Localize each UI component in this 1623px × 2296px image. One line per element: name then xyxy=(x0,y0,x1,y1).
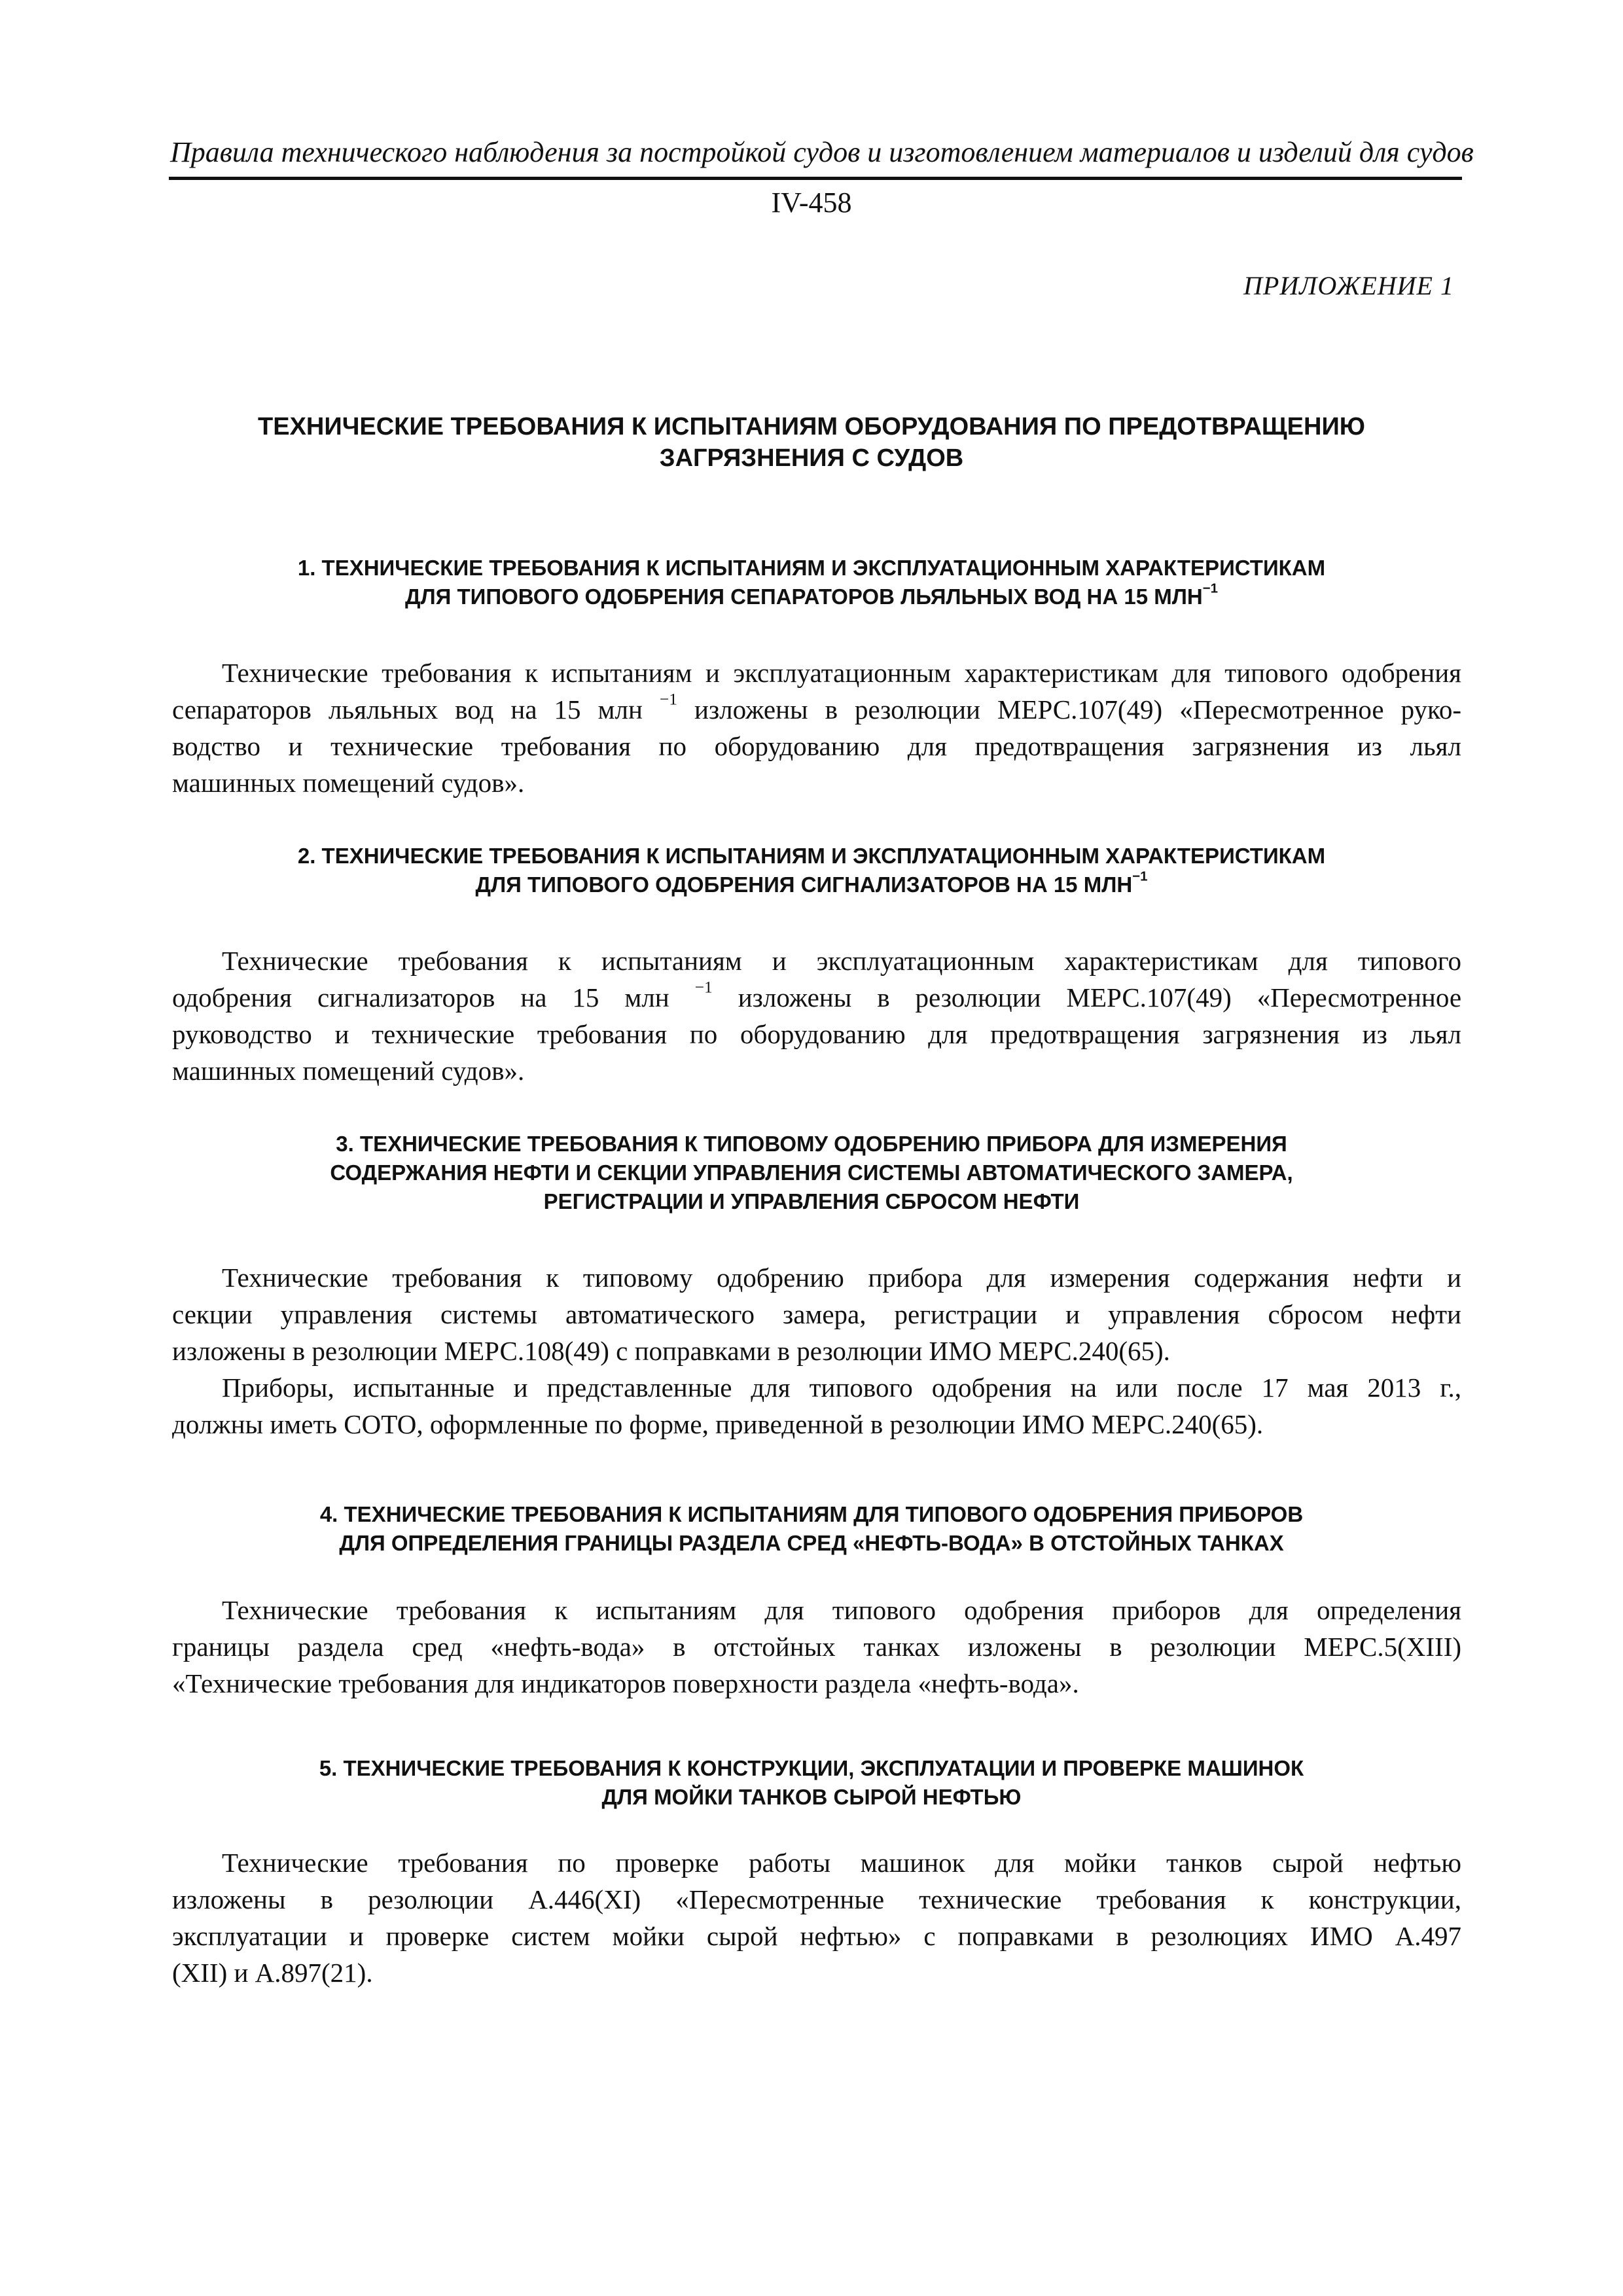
paragraph-line: изложены в резолюции А.446(XI) «Пересмотренные технические требования к конструкции, xyxy=(172,1884,1461,1914)
section-1-paragraph xyxy=(172,655,1461,801)
section-2-paragraph xyxy=(172,942,1461,1089)
paragraph-line xyxy=(172,691,1461,728)
section-title-line: 5. ТЕХНИЧЕСКИЕ ТРЕБОВАНИЯ К КОНСТРУКЦИИ, ЭКСПЛУАТАЦИИ И ПРОВЕРКЕ МАШИНОК xyxy=(319,1756,1304,1780)
main-title-line: ТЕХНИЧЕСКИЕ ТРЕБОВАНИЯ К ИСПЫТАНИЯМ ОБОРУДОВАНИЯ ПО ПРЕДОТВРАЩЕНИЮ xyxy=(258,413,1365,440)
unit-exponent: −1 xyxy=(694,978,713,997)
paragraph-line: Технические требования к испытаниям для типового одобрения приборов для определения xyxy=(222,1595,1461,1625)
section-title-line: 2. ТЕХНИЧЕСКИЕ ТРЕБОВАНИЯ К ИСПЫТАНИЯМ И ЭКСПЛУАТАЦИОННЫМ ХАРАКТЕРИСТИКАМ xyxy=(297,844,1326,868)
paragraph-line: машинных помещений судов». xyxy=(172,1056,525,1086)
paragraph-line: границы раздела сред «нефть-вода» в отстойных танках изложены в резолюции МЕРС.5(XIII) xyxy=(172,1632,1461,1662)
section-4-title xyxy=(170,1500,1453,1558)
paragraph-line: руководство и технические требования по оборудованию для предотвращения загрязнения из льял xyxy=(172,1019,1461,1049)
paragraph-line: Технические требования к типовому одобрению прибора для измерения содержания нефти и xyxy=(222,1263,1461,1293)
paragraph-line: водство и технические требования по оборудованию для предотвращения загрязнения из льял xyxy=(172,731,1461,761)
paragraph-text: одобрения сигнализаторов на 15 млн xyxy=(172,982,669,1013)
section-3-paragraph xyxy=(172,1259,1461,1443)
paragraph-line: Технические требования к испытаниям и эксплуатационным характеристикам для типового одобрения xyxy=(222,658,1461,688)
unit-exponent: −1 xyxy=(659,690,677,709)
paragraph-line: машинных помещений судов». xyxy=(172,768,525,798)
paragraph-line: секции управления системы автоматического замера, регистрации и управления сбросом нефти xyxy=(172,1299,1461,1329)
main-title-line: ЗАГРЯЗНЕНИЯ С СУДОВ xyxy=(659,444,964,472)
section-title-line: РЕГИСТРАЦИИ И УПРАВЛЕНИЯ СБРОСОМ НЕФТИ xyxy=(543,1189,1080,1213)
section-title-line: 1. ТЕХНИЧЕСКИЕ ТРЕБОВАНИЯ К ИСПЫТАНИЯМ И ЭКСПЛУАТАЦИОННЫМ ХАРАКТЕРИСТИКАМ xyxy=(297,556,1326,580)
paragraph-line: «Технические требования для индикаторов поверхности раздела «нефть-вода». xyxy=(172,1668,1079,1698)
page-number: IV-458 xyxy=(771,187,852,219)
section-title-text: ДЛЯ ТИПОВОГО ОДОБРЕНИЯ СИГНАЛИЗАТОРОВ НА 15 МЛН xyxy=(475,872,1133,897)
paragraph-line: должны иметь СОТО, оформленные по форме, приведенной в резолюции ИМО МЕРС.240(65). xyxy=(172,1409,1264,1439)
unit-exponent: −1 xyxy=(1132,869,1148,884)
paragraph-text: изложены в резолюции МЕРС.107(49) «Пересмотренное xyxy=(738,982,1462,1013)
paragraph-line: (XII) и А.897(21). xyxy=(172,1958,373,1988)
section-5-paragraph xyxy=(172,1844,1461,1991)
section-title-line: ДЛЯ МОЙКИ ТАНКОВ СЫРОЙ НЕФТЬЮ xyxy=(601,1785,1022,1809)
main-title xyxy=(170,411,1453,474)
section-5-title xyxy=(170,1754,1453,1812)
section-title-line: 4. ТЕХНИЧЕСКИЕ ТРЕБОВАНИЯ К ИСПЫТАНИЯМ ДЛЯ ТИПОВОГО ОДОБРЕНИЯ ПРИБОРОВ xyxy=(319,1502,1304,1526)
paragraph-text: изложены в резолюции МЕРС.107(49) «Пересмотренное руко- xyxy=(694,694,1462,725)
paragraph-line: Технические требования к испытаниям и эксплуатационным характеристикам для типового xyxy=(222,946,1461,976)
paragraph-line: Приборы, испытанные и представленные для типового одобрения на или после 17 мая 2013 г., xyxy=(222,1372,1461,1403)
paragraph-line: эксплуатации и проверке систем мойки сырой нефтью» с поправками в резолюциях ИМО А.497 xyxy=(172,1921,1461,1951)
paragraph-line: Технические требования по проверке работы машинок для мойки танков сырой нефтью xyxy=(222,1848,1461,1878)
section-2-title xyxy=(170,842,1453,899)
section-1-title xyxy=(170,554,1453,611)
running-header: Правила технического наблюдения за постройкой судов и изготовлением материалов и изделий для судов xyxy=(170,136,1474,168)
header-rule xyxy=(169,177,1462,180)
section-title-line xyxy=(170,583,1453,611)
appendix-label: ПРИЛОЖЕНИЕ 1 xyxy=(1243,271,1454,300)
section-3-title xyxy=(170,1130,1453,1216)
section-title-text: ДЛЯ ТИПОВОГО ОДОБРЕНИЯ СЕПАРАТОРОВ ЛЬЯЛЬНЫХ ВОД НА 15 МЛН xyxy=(404,584,1203,609)
section-title-line: СОДЕРЖАНИЯ НЕФТИ И СЕКЦИИ УПРАВЛЕНИЯ СИСТЕМЫ АВТОМАТИЧЕСКОГО ЗАМЕРА, xyxy=(330,1160,1293,1185)
section-4-paragraph xyxy=(172,1592,1461,1702)
section-title-line xyxy=(170,870,1453,899)
paragraph-line xyxy=(172,979,1461,1016)
unit-exponent: −1 xyxy=(1202,581,1219,596)
paragraph-line: изложены в резолюции МЕРС.108(49) с поправками в резолюции ИМО МЕРС.240(65). xyxy=(172,1336,1170,1366)
section-title-line: 3. ТЕХНИЧЕСКИЕ ТРЕБОВАНИЯ К ТИПОВОМУ ОДОБРЕНИЮ ПРИБОРА ДЛЯ ИЗМЕРЕНИЯ xyxy=(336,1132,1287,1156)
section-title-line: ДЛЯ ОПРЕДЕЛЕНИЯ ГРАНИЦЫ РАЗДЕЛА СРЕД «НЕФТЬ-ВОДА» В ОТСТОЙНЫХ ТАНКАХ xyxy=(339,1531,1284,1555)
paragraph-text: сепараторов льяльных вод на 15 млн xyxy=(172,694,643,725)
